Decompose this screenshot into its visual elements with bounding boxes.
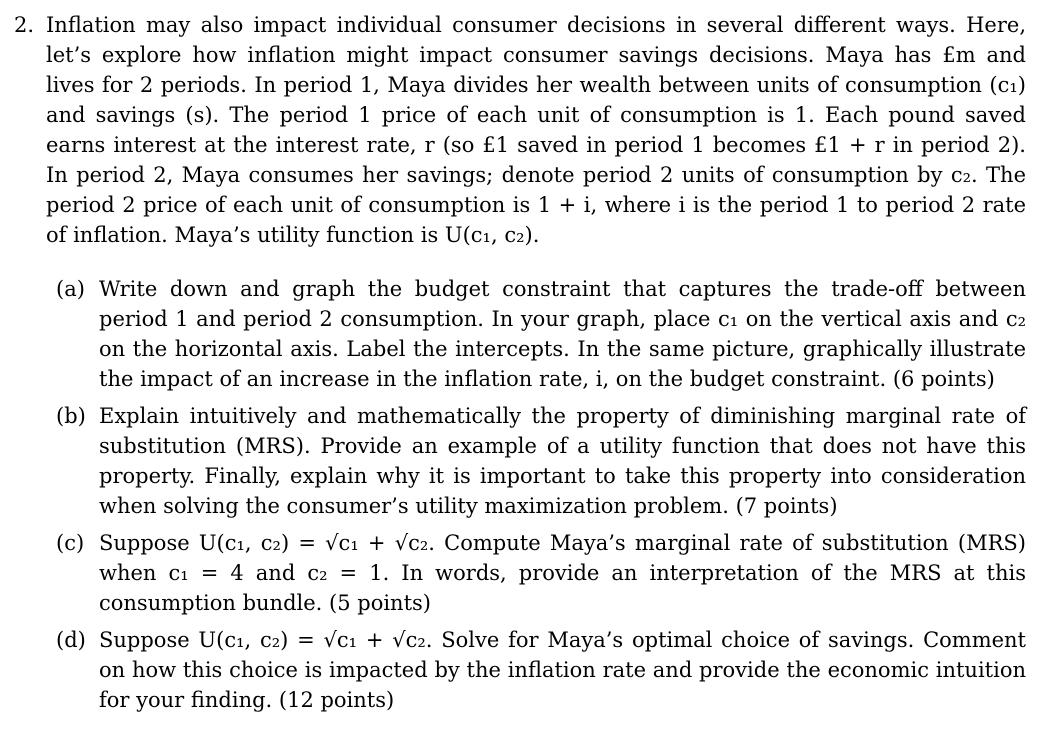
part-b [56,401,1026,521]
part-a-label: (a) [56,277,85,301]
part-c-label: (c) [56,531,85,555]
part-b-label: (b) [56,404,86,428]
question-block [14,10,1026,250]
question-parts [56,274,1026,722]
part-b-text: Explain intuitively and mathematically the property of diminishing marginal rate of substitution (MRS). Provide an example of a utility function that does not have this property. Finally, explain why it is important to take this property into consideration when solving the consumer’s utility maximization problem. (7 points) [99,404,1026,518]
part-d-text: Suppose U(c₁, c₂) = √c₁ + √c₂. Solve for Maya’s optimal choice of savings. Comment on how this choice is impacted by the inflation rate and provide the economic intuition for your finding. (12 points) [99,628,1026,712]
part-d [56,625,1026,715]
part-a [56,274,1026,394]
part-a-text: Write down and graph the budget constraint that captures the trade-off between period 1 and period 2 consumption. In your graph, place c₁ on the vertical axis and c₂ on the horizontal axis. Label the intercepts. In the same picture, graphically illustrate the impact of an increase in the inflation rate, i, on the budget constraint. (6 points) [99,277,1026,391]
part-c [56,528,1026,618]
part-c-text: Suppose U(c₁, c₂) = √c₁ + √c₂. Compute Maya’s marginal rate of substitution (MRS) when c₁ = 4 and c₂ = 1. In words, provide an interpretation of the MRS at this consumption bundle. (5 points) [99,531,1026,615]
question-text: Inflation may also impact individual consumer decisions in several different ways. Here, let’s explore how inflation might impact consumer savings decisions. Maya has £m and lives for 2 periods. In period 1, Maya divides her wealth between units of consumption (c₁) and savings (s). The period 1 price of each unit of consumption is 1. Each pound saved earns interest at the interest rate, r (so £1 saved in period 1 becomes £1 + r in period 2). In period 2, Maya consumes her savings; denote period 2 units of consumption by c₂. The period 2 price of each unit of consumption is 1 + i, where i is the period 1 to period 2 rate of inflation. Maya’s utility function is U(c₁, c₂). [46,13,1026,247]
part-d-label: (d) [56,628,86,652]
question-number: 2. [14,13,35,37]
